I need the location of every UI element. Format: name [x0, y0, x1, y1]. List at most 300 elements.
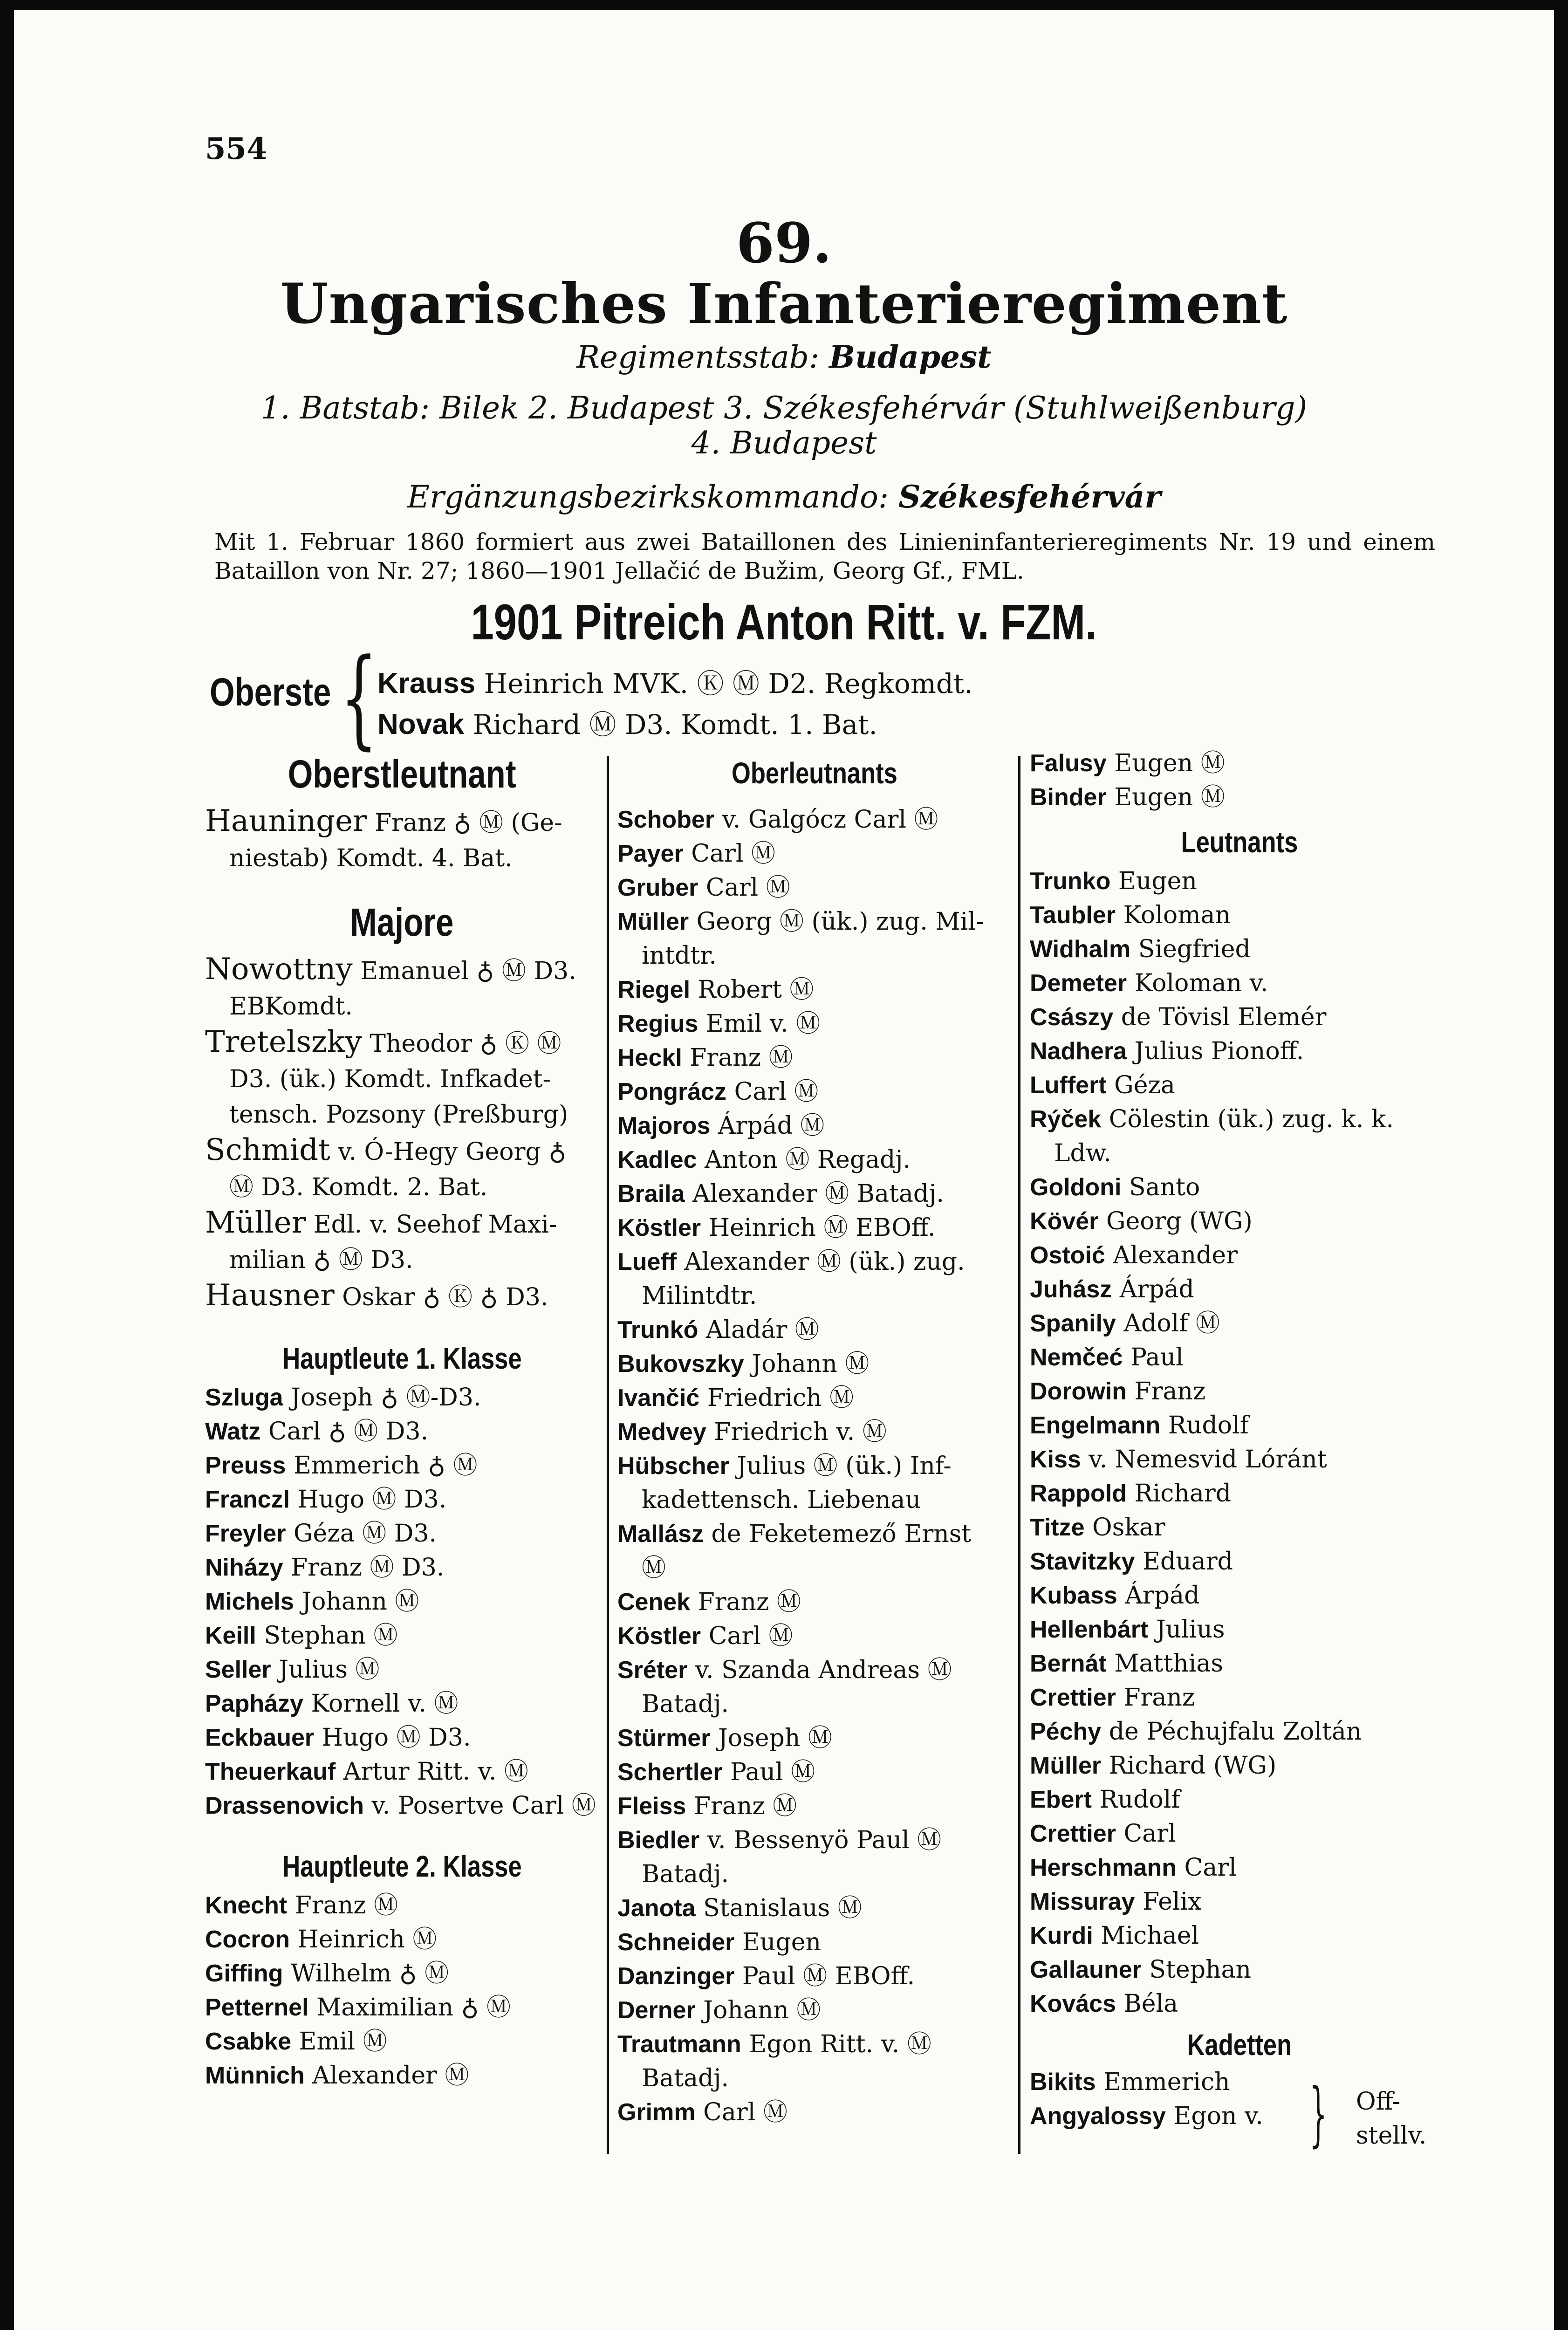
officer-details: Friedrich Ⓜ [707, 1384, 854, 1412]
officer-details: Rudolf [1099, 1786, 1180, 1814]
officer-surname: Hübscher [617, 1453, 729, 1480]
officer-entry [1030, 1885, 1449, 1919]
officer-details: Michael [1101, 1922, 1199, 1950]
staff-label: Regimentsstab: [576, 339, 820, 375]
officer-entry [205, 1923, 599, 1957]
officer-surname: Michels [205, 1588, 294, 1615]
officer-surname: Sréter [617, 1657, 688, 1684]
officer-entry [1030, 1851, 1449, 1885]
officer-entry: Hauninger Franz ♁ Ⓜ (Ge- niestab) Komdt. 4. Bat. [205, 804, 562, 872]
officer-entry [205, 1381, 599, 1415]
column-1 [205, 751, 599, 2093]
officer-details: Siegfried [1138, 935, 1251, 963]
officer-entry [617, 1245, 1011, 1313]
column-divider [1018, 756, 1020, 2154]
officer-details: Aladár Ⓜ [705, 1316, 819, 1344]
officer-details: Johann Ⓜ [301, 1588, 419, 1616]
officer-details: Carl Ⓜ [705, 874, 790, 902]
officer-entry [205, 1957, 599, 1991]
officer-details: Hugo Ⓜ D3. [322, 1724, 471, 1752]
officer-details: Paul [1130, 1343, 1184, 1371]
officer-details: Eduard [1142, 1548, 1233, 1576]
officer-details: Stephan Ⓜ [264, 1622, 398, 1650]
officer-entry [1030, 1545, 1449, 1579]
officer-entry [1030, 1749, 1449, 1783]
officer-details: Georg Ⓜ (ük.) zug. Mil- [696, 908, 984, 936]
officer-details: Cölestin (ük.) zug. k. k. [1109, 1105, 1394, 1133]
officer-details: Maximilian ♁ Ⓜ [316, 1994, 511, 2022]
oberleutnants-continued-list [1030, 747, 1449, 815]
officer-surname: Preuss [205, 1452, 286, 1479]
officer-surname: Bernát [1030, 1650, 1107, 1677]
officer-entry [617, 1381, 1011, 1415]
officer-surname: Derner [617, 1997, 696, 2024]
officer-surname: Müller [1030, 1752, 1102, 1779]
officer-details: Emmerich ♁ Ⓜ [293, 1452, 478, 1480]
officer-surname: Knecht [205, 1892, 288, 1919]
officer-entry [205, 1551, 599, 1585]
officer-details: de Péchujfalu Zoltán [1109, 1718, 1362, 1746]
officer-entry [617, 973, 1011, 1007]
officer-entry [1030, 1171, 1449, 1205]
officer-entry [1030, 1307, 1449, 1341]
officer-entry [1030, 1579, 1449, 1613]
officer-surname: Bikits [1030, 2069, 1096, 2096]
hauptleute-2-list [205, 1889, 599, 2093]
officer-details: Kornell v. Ⓜ [311, 1690, 459, 1718]
officer-surname: Franczl [205, 1486, 290, 1513]
officer-entry [617, 1789, 1011, 1823]
officer-entry [205, 1449, 599, 1483]
officer-entry [617, 1891, 1011, 1926]
officer-surname: Gallauner [1030, 1956, 1142, 1983]
recruiting-district [14, 479, 1554, 515]
officer-surname: Szluga [205, 1384, 283, 1411]
officer-entry [617, 1075, 1011, 1109]
officer-entry [205, 1415, 599, 1449]
officer-surname: Ebert [1030, 1786, 1092, 1813]
officer-entry [1030, 1987, 1449, 2021]
officer-surname: Papházy [205, 1690, 303, 1717]
officer-entry [1030, 781, 1449, 815]
officer-surname: Müller [617, 908, 689, 935]
officer-surname: Keill [205, 1622, 256, 1649]
officer-details: Alexander Ⓜ [312, 2062, 469, 2090]
officer-entry [617, 837, 1011, 871]
officer-entry [1030, 1443, 1449, 1477]
kadetten-note: Off- stellv. [1356, 2088, 1427, 2150]
officer-details: Emil v. Ⓜ [705, 1010, 821, 1038]
officer-surname: Seller [205, 1656, 271, 1683]
oberleutnants-list [617, 803, 1011, 2130]
officer-entry [617, 1619, 1011, 1653]
officer-surname: Crettier [1030, 1684, 1116, 1711]
officer-entry [617, 1653, 1011, 1721]
officer-details: Emmerich [1103, 2068, 1230, 2096]
officer-surname: Spanily [1030, 1310, 1116, 1337]
regiment-title: Ungarisches Infanterieregiment [280, 271, 1288, 336]
erg-location: Székesfehérvár [898, 479, 1161, 515]
officer-entry [1030, 1375, 1449, 1409]
regimental-staff [14, 339, 1554, 375]
officer-entry [205, 1755, 599, 1789]
officer-surname: Ostoić [1030, 1242, 1105, 1269]
officer-details: Joseph ♁ Ⓜ-D3. [291, 1384, 481, 1412]
erg-label: Ergänzungsbezirkskommando: [407, 479, 889, 515]
officer-details: Julius Ⓜ [279, 1656, 380, 1684]
officer-surname: Schober [617, 806, 715, 833]
oberst-entry: Novak Richard Ⓜ D3. Komdt. 1. Bat. [377, 708, 877, 740]
officer-surname: Regius [617, 1010, 698, 1037]
officer-surname: Majoros [617, 1112, 711, 1139]
officer-details: Franz Ⓜ [690, 1044, 793, 1072]
officer-details: Julius Pionoff. [1134, 1037, 1304, 1065]
officer-details: Géza [1114, 1071, 1175, 1099]
officer-entry [1030, 1817, 1449, 1851]
officer-surname: Trunko [1030, 868, 1111, 895]
officer-entry [205, 1687, 599, 1721]
hauptleute-1-list [205, 1381, 599, 1823]
officer-details: Alexander Ⓜ (ük.) zug. [684, 1248, 965, 1276]
officer-surname: Falusy [1030, 750, 1107, 777]
officer-details: Rudolf [1168, 1412, 1249, 1439]
officer-details: Franz [1134, 1377, 1206, 1405]
officer-details: Paul Ⓜ [730, 1758, 815, 1786]
officer-surname: Csabke [205, 2028, 291, 2055]
officer-surname: Kiss [1030, 1446, 1081, 1473]
battalion-stations-line2: 4. Budapest [691, 425, 877, 461]
officer-details: de Feketemező Ernst [711, 1520, 972, 1548]
officer-entry [1030, 932, 1449, 966]
officer-surname: Luffert [1030, 1072, 1107, 1099]
officer-surname: Nemčeć [1030, 1344, 1123, 1371]
officer-entry [617, 1347, 1011, 1381]
regiment-history: Mit 1. Februar 1860 formiert aus zwei Bataillonen des Linieninfanterieregiments Nr. 19 und einem Bataillon von Nr. 27; 1860—1901 Jellačić de Bužim, Georg Gf., FML. [214, 528, 1435, 584]
officer-surname: Bukovszky [617, 1350, 744, 1377]
officer-entry [205, 1653, 599, 1687]
officer-details: v. Bessenyö Paul Ⓜ [707, 1826, 942, 1854]
officer-entry [617, 1960, 1011, 1994]
officer-surname: Trunkó [617, 1316, 698, 1343]
officer-details: Johann Ⓜ [703, 1996, 821, 2024]
officer-entry [1030, 1273, 1449, 1307]
officer-entry [617, 1517, 1011, 1585]
officer-surname: Eckbauer [205, 1724, 315, 1751]
officer-details: Eugen [1118, 867, 1197, 895]
officer-details: Béla [1123, 1990, 1178, 2018]
officer-surname: Császy [1030, 1004, 1114, 1031]
officer-details: Eugen [742, 1928, 821, 1956]
officer-details-continued: intdtr. [642, 942, 717, 970]
officer-surname: Rappold [1030, 1480, 1127, 1507]
section-heading-kadetten: Kadetten [1187, 2028, 1292, 2062]
officer-surname: Janota [617, 1895, 696, 1922]
officer-details: Richard (WG) [1109, 1752, 1277, 1780]
officer-entry [1030, 1783, 1449, 1817]
officer-details: Julius [1156, 1616, 1225, 1644]
officer-surname: Fleiss [617, 1793, 686, 1820]
officer-details: Wilhelm ♁ Ⓜ [291, 1960, 449, 1987]
officer-entry [205, 1517, 599, 1551]
officer-details: Carl Ⓜ [691, 840, 776, 868]
officer-entry [1030, 1341, 1449, 1375]
officer-entry [1030, 1103, 1449, 1171]
officer-surname: Juhász [1030, 1276, 1112, 1303]
officer-details: Franz Ⓜ [294, 1891, 398, 1919]
officer-surname: Cocron [205, 1926, 290, 1953]
officer-entry [205, 1789, 599, 1823]
officer-details: Oskar [1092, 1514, 1165, 1542]
officer-surname: Medvey [617, 1419, 706, 1446]
page-sheet [14, 10, 1554, 2330]
officer-details: Georg (WG) [1106, 1207, 1253, 1235]
officer-details: Friedrich v. Ⓜ [714, 1418, 887, 1446]
officer-details: Árpád [1119, 1275, 1194, 1303]
officer-entry [205, 1889, 599, 1923]
officer-entry [205, 1585, 599, 1619]
officer-entry [1030, 1953, 1449, 1987]
officer-surname: Kadlec [617, 1146, 697, 1173]
officer-entry [1030, 1205, 1449, 1239]
officer-entry [617, 1585, 1011, 1619]
officer-entry [1030, 1035, 1449, 1069]
officer-details: Julius Ⓜ (ük.) Inf- [737, 1452, 952, 1480]
officer-details: Joseph Ⓜ [718, 1724, 832, 1752]
officer-surname: Watz [205, 1418, 261, 1445]
officer-surname: Dorowin [1030, 1378, 1127, 1405]
oberste-brace: { [340, 636, 378, 761]
officer-surname: Nadhera [1030, 1038, 1127, 1065]
officer-surname: Kovács [1030, 1990, 1116, 2017]
officer-details: Alexander Ⓜ Batadj. [692, 1180, 944, 1208]
officer-details: Carl Ⓜ [703, 2098, 787, 2126]
officer-details: v. Galgócz Carl Ⓜ [722, 806, 938, 834]
officer-details: v. Szanda Andreas Ⓜ [695, 1656, 952, 1684]
officer-entry [617, 1994, 1011, 2028]
column-2 [617, 756, 1011, 2130]
officer-details: Heinrich Ⓜ [297, 1926, 437, 1953]
officer-surname: Drassenovich [205, 1792, 364, 1819]
section-heading-oberleutnants: Oberleutnants [731, 756, 897, 790]
officer-entry [617, 1041, 1011, 1075]
officer-surname: Kurdi [1030, 1922, 1093, 1949]
officer-surname: Payer [617, 840, 684, 867]
officer-surname: Stürmer [617, 1725, 711, 1752]
officer-details: Koloman v. [1134, 969, 1268, 997]
column-3 [1030, 747, 1449, 2133]
officer-surname: Cenek [617, 1589, 691, 1616]
staff-location: Budapest [829, 339, 992, 375]
officer-surname: Pongrácz [617, 1078, 727, 1105]
officer-entry [205, 1483, 599, 1517]
officer-entry [617, 2096, 1011, 2130]
officer-details: Franz Ⓜ [698, 1588, 801, 1616]
officer-details: Felix [1142, 1888, 1202, 1916]
officer-details: Árpád Ⓜ [718, 1112, 825, 1140]
officer-surname: Braila [617, 1180, 685, 1207]
officer-details-continued: Ldw. [1054, 1139, 1111, 1167]
officer-surname: Taubler [1030, 902, 1116, 929]
officer-details-continued: Milintdtr. [642, 1282, 757, 1310]
officer-details: Anton Ⓜ Regadj. [705, 1146, 911, 1174]
section-heading-oberstleutnant: Oberstleutnant [288, 752, 516, 796]
officer-details-continued: kadettensch. Liebenau [642, 1486, 921, 1514]
officer-details-continued: Batadj. [642, 1860, 729, 1888]
officer-entry [617, 1926, 1011, 1960]
officer-entry [205, 2059, 599, 2093]
officer-entry [205, 1721, 599, 1755]
oberste-label: Oberste [210, 670, 331, 714]
officer-surname: Theuerkauf [205, 1758, 336, 1785]
officer-details: Richard [1134, 1480, 1232, 1508]
officer-surname: Titze [1030, 1514, 1085, 1541]
officer-surname: Engelmann [1030, 1412, 1161, 1439]
officer-details: Artur Ritt. v. Ⓜ [343, 1758, 528, 1786]
officer-details: v. Nemesvid Lóránt [1089, 1446, 1327, 1473]
officer-details: Stephan [1149, 1956, 1251, 1984]
officer-entry [1030, 898, 1449, 932]
officer-details: Eugen Ⓜ [1114, 749, 1225, 777]
officer-details: Stanislaus Ⓜ [703, 1894, 862, 1922]
officer-surname: Biedler [617, 1827, 700, 1854]
officer-entry [1030, 1613, 1449, 1647]
officer-entry [1030, 1239, 1449, 1273]
officer-entry [617, 1109, 1011, 1143]
officer-details: Carl ♁ Ⓜ D3. [268, 1418, 429, 1446]
officer-entry [617, 1313, 1011, 1347]
officer-details: Heinrich Ⓜ EBOff. [708, 1214, 936, 1242]
officer-details: Carl [1123, 1820, 1176, 1848]
officer-details: Árpád [1125, 1582, 1200, 1610]
officer-surname: Grimm [617, 2099, 696, 2126]
officer-details: Franz Ⓜ D3. [291, 1554, 445, 1582]
regiment-number: 69. [736, 211, 832, 275]
officer-entry: Müller Edl. v. Seehof Maxi- milian ♁ Ⓜ D3. [205, 1206, 557, 1274]
section-heading-leutnants: Leutnants [1181, 825, 1298, 859]
officer-surname: Rýček [1030, 1106, 1102, 1133]
officer-surname: Kövér [1030, 1208, 1099, 1235]
officer-entry [205, 1991, 599, 2025]
officer-entry [1030, 1409, 1449, 1443]
officer-entry [1030, 1715, 1449, 1749]
section-heading-hauptleute-2: Hauptleute 2. Klasse [282, 1850, 522, 1883]
officer-entry [617, 871, 1011, 905]
officer-details: Eugen Ⓜ [1114, 783, 1225, 811]
officer-surname: Köstler [617, 1623, 701, 1650]
officer-details: Carl Ⓜ [734, 1078, 819, 1106]
column-divider [607, 756, 609, 2154]
officer-details: Egon Ritt. v. Ⓜ [749, 2030, 931, 2058]
officer-details: Hugo Ⓜ D3. [297, 1486, 447, 1514]
officer-surname: Giffing [205, 1960, 283, 1987]
officer-surname: Binder [1030, 784, 1107, 811]
officer-surname: Schertler [617, 1759, 723, 1786]
officer-entry [1030, 1069, 1449, 1103]
officer-surname: Heckl [617, 1044, 682, 1071]
officer-details: Emil Ⓜ [299, 2028, 387, 2056]
officer-surname: Angyalossy [1030, 2103, 1166, 2130]
officer-surname: Stavitzky [1030, 1548, 1135, 1575]
officer-entry [617, 2028, 1011, 2096]
officer-details-continued: Batadj. [642, 2064, 729, 2092]
officer-entry [205, 2025, 599, 2059]
officer-surname: Demeter [1030, 970, 1127, 997]
officer-surname: Herschmann [1030, 1854, 1177, 1881]
officer-surname: Köstler [617, 1214, 701, 1241]
officer-entry: Hausner Oskar ♁ Ⓚ ♁ D3. [205, 1278, 548, 1313]
officer-entry [1030, 1647, 1449, 1681]
officer-entry [617, 1449, 1011, 1517]
officer-surname: Danzinger [617, 1963, 735, 1990]
officer-surname: Missuray [1030, 1888, 1135, 1915]
officer-details: Carl [1184, 1854, 1237, 1882]
officer-surname: Riegel [617, 976, 691, 1003]
page-number: 554 [205, 131, 267, 166]
officer-details: Santo [1129, 1173, 1200, 1201]
leutnants-list [1030, 864, 1449, 2021]
officer-entry [617, 1415, 1011, 1449]
officer-surname: Schneider [617, 1929, 735, 1956]
officer-entry [617, 1211, 1011, 1245]
officer-details-continued: Ⓜ [642, 1554, 666, 1582]
officer-details: Paul Ⓜ EBOff. [742, 1962, 915, 1990]
officer-entry: Tretelszky Theodor ♁ Ⓚ Ⓜ D3. (ük.) Komdt. Infkadet- tensch. Pozsony (Preßburg) [205, 1025, 568, 1129]
officer-details: Franz Ⓜ [693, 1792, 797, 1820]
officer-entry [617, 803, 1011, 837]
officer-surname: Freyler [205, 1520, 286, 1547]
officer-entry [617, 1143, 1011, 1177]
officer-entry [617, 1007, 1011, 1041]
officer-entry [1030, 1919, 1449, 1953]
officer-entry [1030, 1511, 1449, 1545]
oberst-entry: Krauss Heinrich MVK. Ⓚ Ⓜ D2. Regkomdt. [377, 667, 973, 699]
officer-surname: Mallász [617, 1521, 704, 1548]
officer-entry [617, 1823, 1011, 1891]
officer-details: Géza Ⓜ D3. [293, 1520, 437, 1548]
officer-details: Matthias [1114, 1650, 1224, 1678]
officer-entry: Schmidt v. Ó-Hegy Georg ♁ Ⓜ D3. Komdt. 2. Bat. [205, 1133, 567, 1201]
officer-entry [617, 1721, 1011, 1755]
officer-details: Adolf Ⓜ [1123, 1309, 1220, 1337]
officer-surname: Goldoni [1030, 1174, 1122, 1201]
officer-details: v. Posertve Carl Ⓜ [371, 1792, 596, 1820]
regiment-proprietor: 1901 Pitreich Anton Ritt. v. FZM. [471, 594, 1097, 650]
officer-details: Franz [1123, 1684, 1195, 1712]
officer-entry [1030, 966, 1449, 1001]
officer-surname: Kubass [1030, 1582, 1117, 1609]
officer-entry [617, 905, 1011, 973]
officer-surname: Widhalm [1030, 936, 1131, 963]
officer-details: Egon v. [1173, 2102, 1263, 2130]
officer-surname: Niházy [205, 1554, 283, 1581]
officer-surname: Gruber [617, 874, 698, 901]
officer-details: Carl Ⓜ [708, 1622, 793, 1650]
officer-surname: Münnich [205, 2062, 305, 2089]
officer-entry [1030, 747, 1449, 781]
officer-entry [1030, 1477, 1449, 1511]
officer-entry [617, 1755, 1011, 1789]
officer-surname: Ivančić [617, 1384, 700, 1412]
officer-entry [617, 1177, 1011, 1211]
battalion-stations-line1: 1. Batstab: Bilek 2. Budapest 3. Székesfehérvár (Stuhlweißenburg) [260, 390, 1308, 426]
officer-details: Koloman [1123, 901, 1231, 929]
officer-surname: Hellenbárt [1030, 1616, 1149, 1643]
officer-surname: Lueff [617, 1248, 677, 1275]
officer-details: Alexander [1113, 1241, 1238, 1269]
officer-entry [205, 1619, 599, 1653]
officer-surname: Petternel [205, 1994, 309, 2021]
officer-surname: Péchy [1030, 1718, 1102, 1745]
